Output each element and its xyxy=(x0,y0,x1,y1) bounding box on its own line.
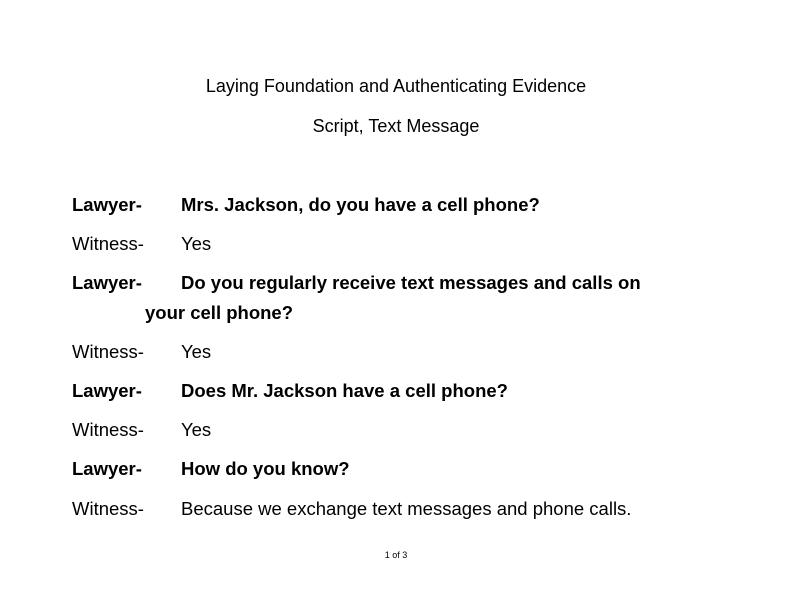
dialogue-text: Yes xyxy=(181,419,212,440)
dialogue-text: Yes xyxy=(181,233,212,254)
speaker-label: Lawyer- xyxy=(72,272,142,293)
speaker-label: Witness- xyxy=(72,498,144,519)
document-title: Laying Foundation and Authenticating Evidence xyxy=(205,76,587,96)
dialogue-text: Yes xyxy=(181,341,212,362)
speaker-label: Lawyer- xyxy=(72,380,142,401)
dialogue-continuation: your cell phone? xyxy=(145,302,294,323)
speaker-label: Witness- xyxy=(72,233,144,254)
document-subtitle: Script, Text Message xyxy=(312,116,480,136)
page-number: 1 of 3 xyxy=(384,550,408,560)
dialogue-text: Mrs. Jackson, do you have a cell phone? xyxy=(181,194,540,215)
dialogue-text: Because we exchange text messages and phone calls. xyxy=(181,498,632,519)
speaker-label: Lawyer- xyxy=(72,194,142,215)
dialogue-text: Do you regularly receive text messages and calls on xyxy=(181,272,641,293)
speaker-label: Lawyer- xyxy=(72,458,142,479)
speaker-label: Witness- xyxy=(72,419,144,440)
dialogue-text: Does Mr. Jackson have a cell phone? xyxy=(181,380,508,401)
speaker-label: Witness- xyxy=(72,341,144,362)
dialogue-text: How do you know? xyxy=(181,458,350,479)
